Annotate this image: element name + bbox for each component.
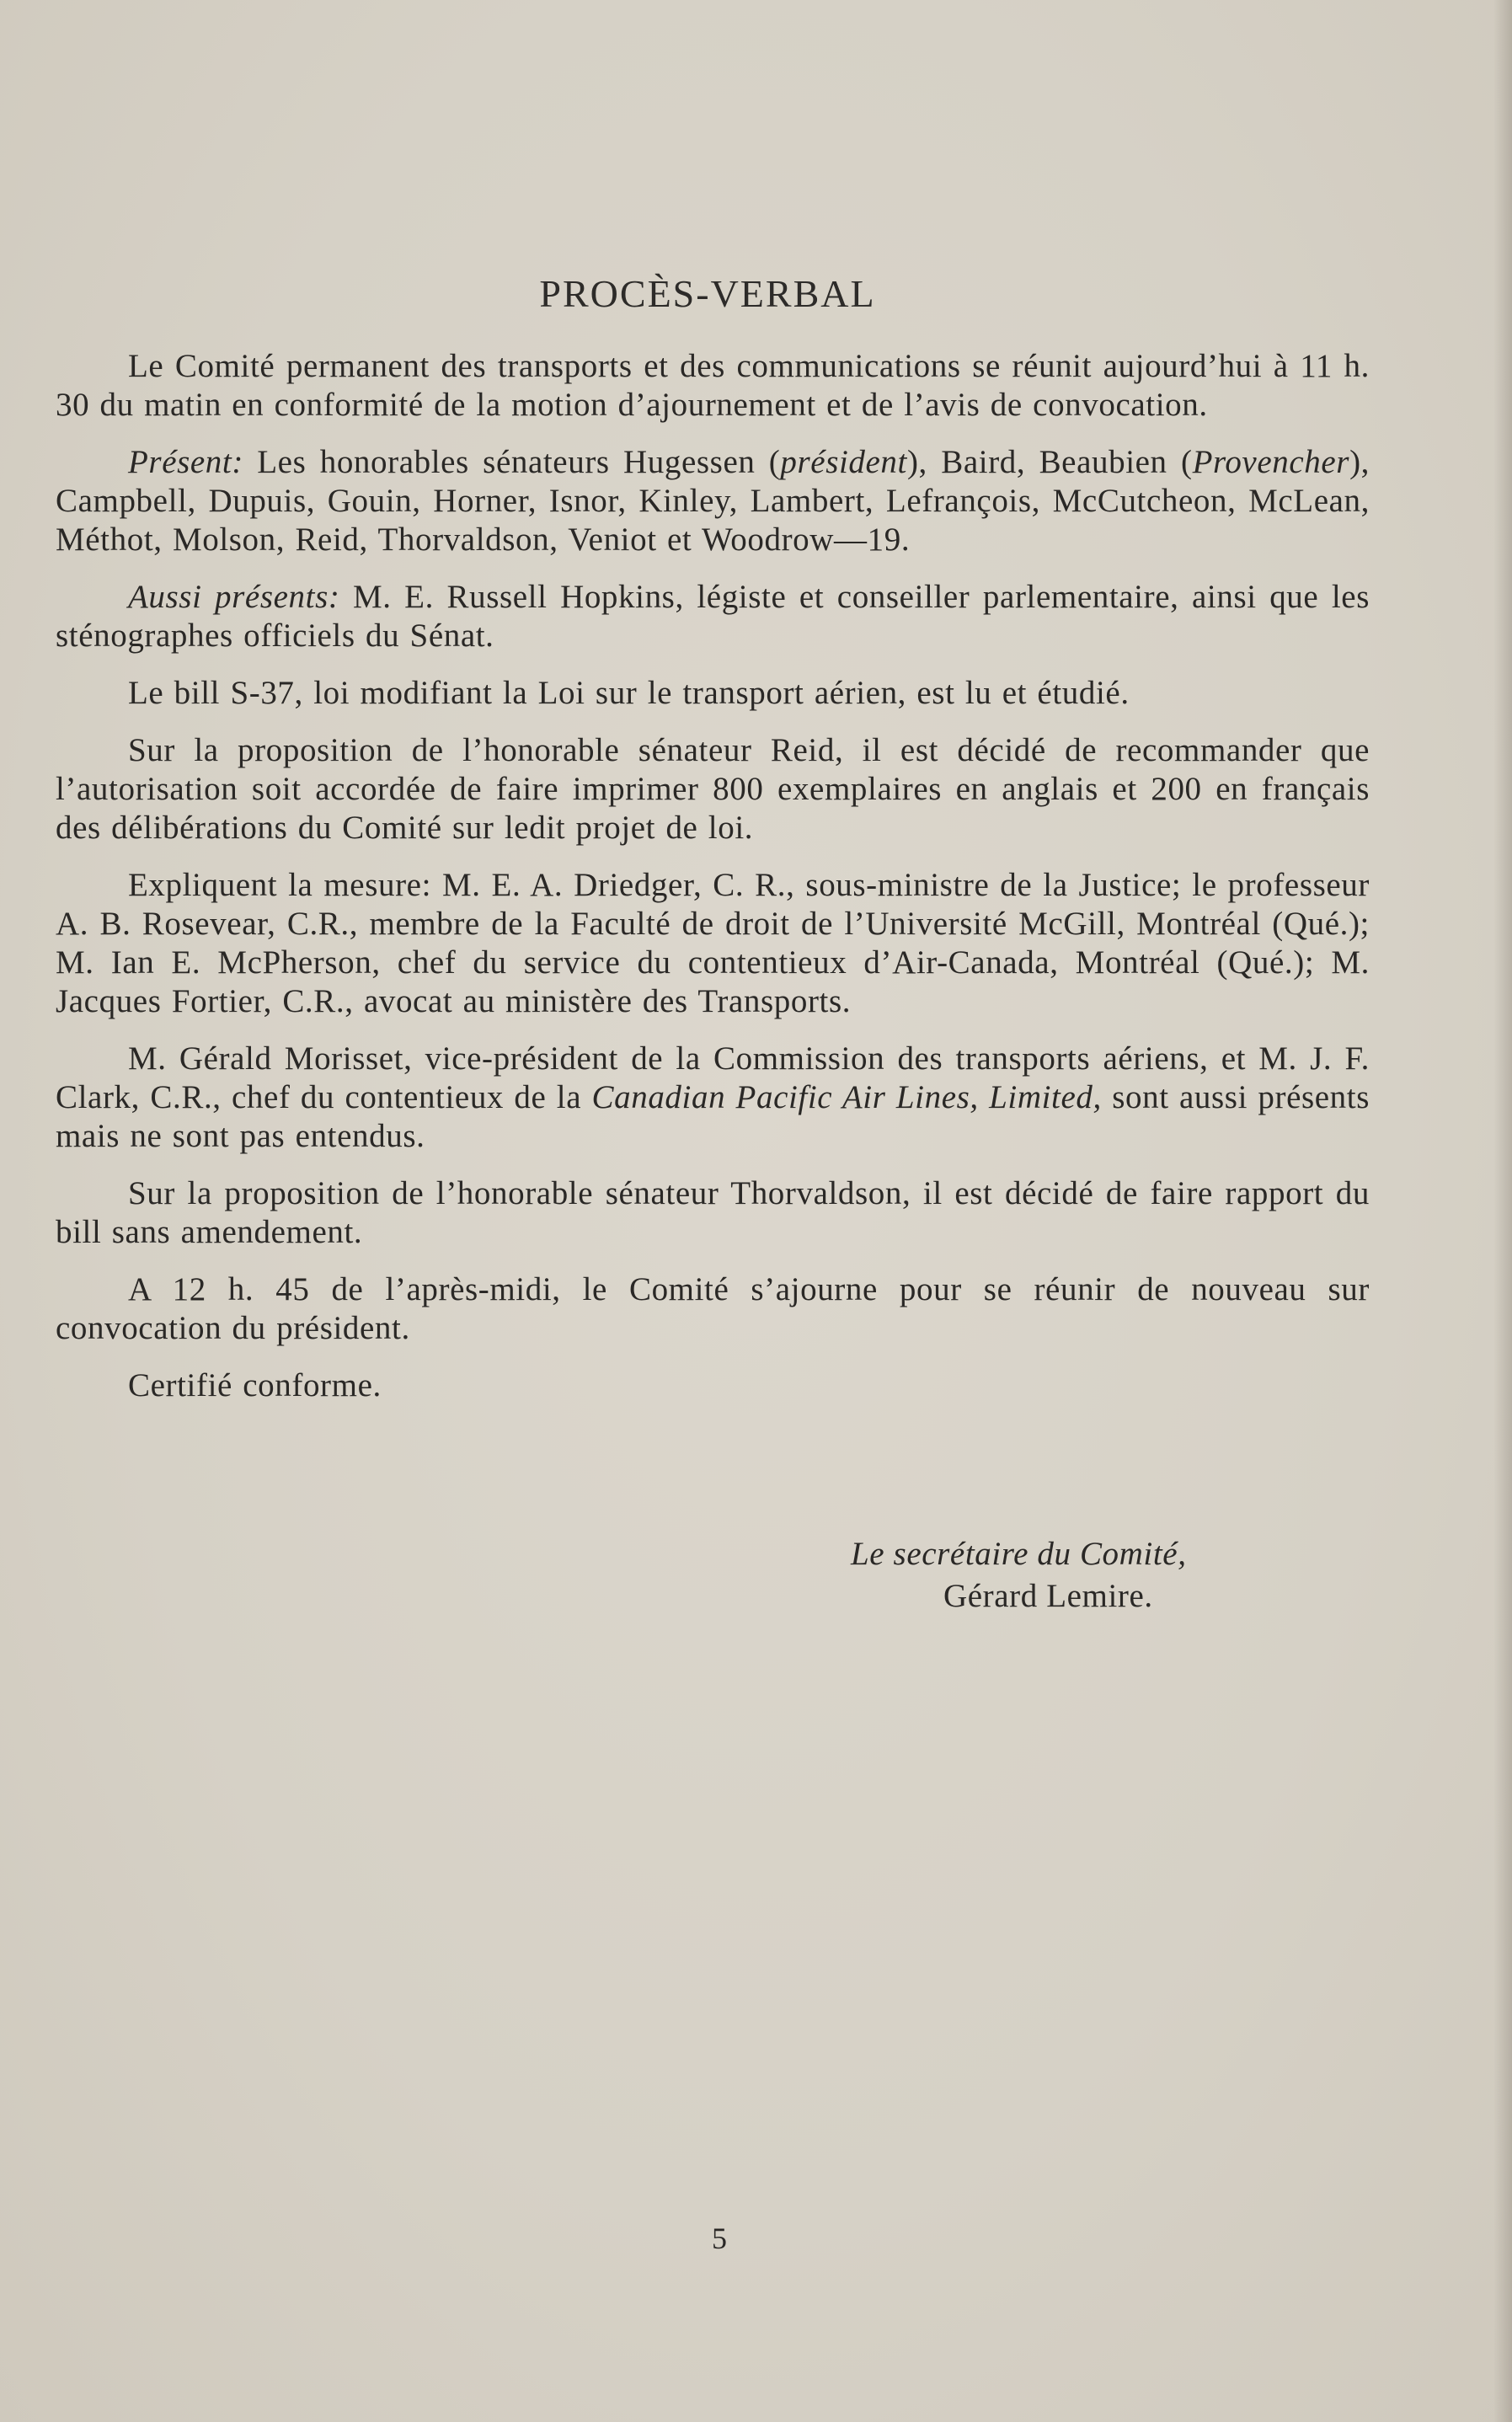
paragraph-bill-text: Le bill S-37, loi modifiant la Loi sur le transport aérien, est lu et étudié. xyxy=(128,675,1130,711)
paragraph-also-present xyxy=(56,578,1370,655)
paragraph-adjourn xyxy=(56,1270,1370,1348)
signature-name: Gérard Lemire. xyxy=(943,1578,1153,1614)
paragraph-also-attending xyxy=(56,1040,1370,1156)
company-name: Canadian Pacific Air Lines, Limited, xyxy=(591,1079,1102,1115)
paragraph-present xyxy=(56,443,1370,559)
paragraph-witnesses xyxy=(56,866,1370,1021)
also-attending-text-a: M. Gérald Morisset, vice-président de la Commission des transports aériens, et M. J. F. Clark, C.R., chef du contentieux de la xyxy=(56,1040,1370,1115)
paragraph-adjourn-text: A 12 h. 45 de l’après-midi, le Comité s’ajourne pour se réunir de nouveau sur convocation du président. xyxy=(56,1271,1370,1346)
paragraph-certified xyxy=(56,1366,1370,1405)
paragraph-witnesses-text: Expliquent la mesure: M. E. A. Driedger, C. R., sous-ministre de la Justice; le professeur A. B. Rosevear, C.R., membre de la Faculté de droit de l’Université McGill, Montréal (Qué.); M. Ian E. McPherson, chef du service du contentieux d’Air-Canada, Montréal (Qué.); M. Jacques Fortier, C.R., avocat au ministère des Transports. xyxy=(56,867,1370,1019)
paragraph-certified-text: Certifié conforme. xyxy=(128,1367,382,1403)
present-text-b: ), Baird, Beaubien ( xyxy=(906,444,1193,480)
president-label: président xyxy=(780,444,907,480)
page-spine-shadow xyxy=(1493,0,1512,2422)
also-present-text: M. E. Russell Hopkins, légiste et conseiller parlementaire, ainsi que les sténographes officiels du Sénat. xyxy=(56,579,1370,654)
paragraph-printing-text: Sur la proposition de l’honorable sénateur Reid, il est décidé de recommander que l’autorisation soit accordée de faire imprimer 800 exemplaires en anglais et 200 en français des délibérations du Comité sur ledit projet de loi. xyxy=(56,732,1370,846)
paragraph-report xyxy=(56,1174,1370,1252)
present-text-a: Les honorables sénateurs Hugessen ( xyxy=(243,444,781,480)
provencher-label: Provencher xyxy=(1192,444,1350,480)
document-body xyxy=(56,347,1370,1424)
page-number: 5 xyxy=(712,2222,727,2255)
signature-role: Le secrétaire du Comité, xyxy=(851,1536,1187,1572)
paragraph-bill xyxy=(56,674,1370,713)
document-title: PROCÈS-VERBAL xyxy=(539,272,876,315)
also-present-label: Aussi présents: xyxy=(128,579,340,615)
present-label: Présent: xyxy=(128,444,243,480)
present-text-c: ), Campbell, Dupuis, Gouin, Horner, Isnor, Kinley, Lambert, Lefrançois, McCutcheon, McLean, Méthot, Molson, Reid, Thorvaldson, Veniot et Woodrow—19. xyxy=(56,444,1370,558)
paragraph-printing xyxy=(56,731,1370,847)
paragraph-opening xyxy=(56,347,1370,425)
also-attending-text-b: sont aussi présents mais ne sont pas entendus. xyxy=(56,1079,1370,1154)
paragraph-opening-text: Le Comité permanent des transports et des communications se réunit aujourd’hui à 11 h. 30 du matin en conformité de la motion d’ajournement et de l’avis de convocation. xyxy=(56,348,1370,423)
signature-block xyxy=(851,1533,1187,1617)
paragraph-report-text: Sur la proposition de l’honorable sénateur Thorvaldson, il est décidé de faire rapport du bill sans amendement. xyxy=(56,1175,1370,1250)
